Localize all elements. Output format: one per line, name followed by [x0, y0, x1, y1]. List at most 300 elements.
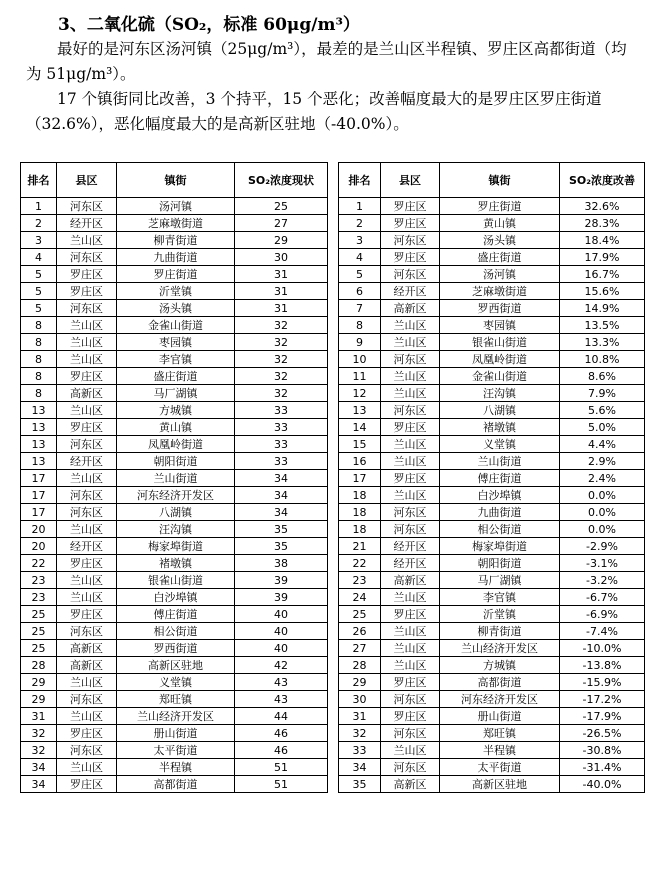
- rank-cell: 21: [339, 538, 381, 555]
- town-cell: 太平街道: [117, 742, 235, 759]
- table-row: [21, 504, 328, 521]
- value-cell: -15.9%: [560, 674, 645, 691]
- town-cell: 黄山镇: [117, 419, 235, 436]
- rank-cell: 31: [21, 708, 57, 725]
- value-cell: 51: [235, 759, 328, 776]
- town-cell: 方城镇: [117, 402, 235, 419]
- county-cell: 河东区: [57, 742, 117, 759]
- town-cell: 义堂镇: [440, 436, 560, 453]
- county-cell: 罗庄区: [381, 470, 440, 487]
- table-row: [339, 266, 645, 283]
- town-cell: 傅庄街道: [117, 606, 235, 623]
- table-row: [21, 606, 328, 623]
- county-cell: 河东区: [57, 300, 117, 317]
- value-cell: 40: [235, 640, 328, 657]
- rank-cell: 3: [21, 232, 57, 249]
- town-cell: 银雀山街道: [440, 334, 560, 351]
- rank-cell: 27: [339, 640, 381, 657]
- value-cell: 0.0%: [560, 504, 645, 521]
- rank-cell: 9: [339, 334, 381, 351]
- value-cell: 32: [235, 368, 328, 385]
- county-cell: 兰山区: [57, 572, 117, 589]
- town-cell: 罗西街道: [117, 640, 235, 657]
- value-cell: 32.6%: [560, 198, 645, 215]
- value-cell: 34: [235, 470, 328, 487]
- table-row: [21, 351, 328, 368]
- town-cell: 梅家埠街道: [117, 538, 235, 555]
- town-cell: 八湖镇: [117, 504, 235, 521]
- improvement-table-body: [339, 198, 645, 793]
- town-cell: 半程镇: [117, 759, 235, 776]
- town-cell: 李官镇: [440, 589, 560, 606]
- county-cell: 经开区: [381, 555, 440, 572]
- value-cell: 30: [235, 249, 328, 266]
- table-row: [339, 538, 645, 555]
- so2-improvement-ranking-table: [338, 162, 645, 793]
- table-row: [21, 317, 328, 334]
- town-cell: 柳青街道: [117, 232, 235, 249]
- rank-cell: 1: [21, 198, 57, 215]
- county-cell: 罗庄区: [57, 419, 117, 436]
- town-cell: 褚墩镇: [440, 419, 560, 436]
- table-row: [339, 776, 645, 793]
- town-cell: 沂堂镇: [117, 283, 235, 300]
- county-cell: 罗庄区: [381, 674, 440, 691]
- county-cell: 兰山区: [57, 708, 117, 725]
- county-cell: 经开区: [57, 215, 117, 232]
- rank-cell: 5: [21, 283, 57, 300]
- county-cell: 兰山区: [57, 521, 117, 538]
- county-cell: 河东区: [381, 725, 440, 742]
- value-cell: 42: [235, 657, 328, 674]
- town-cell: 兰山经济开发区: [440, 640, 560, 657]
- table-row: [339, 623, 645, 640]
- table-row: [339, 504, 645, 521]
- town-cell: 凤凰岭街道: [117, 436, 235, 453]
- county-cell: 高新区: [57, 657, 117, 674]
- rank-cell: 2: [21, 215, 57, 232]
- value-cell: 34: [235, 487, 328, 504]
- town-cell: 河东经济开发区: [440, 691, 560, 708]
- value-cell: 25: [235, 198, 328, 215]
- table-row: [339, 368, 645, 385]
- county-cell: 兰山区: [381, 589, 440, 606]
- town-cell: 册山街道: [117, 725, 235, 742]
- county-cell: 河东区: [57, 487, 117, 504]
- rank-cell: 22: [21, 555, 57, 572]
- county-cell: 罗庄区: [381, 215, 440, 232]
- county-cell: 兰山区: [381, 453, 440, 470]
- value-cell: -17.9%: [560, 708, 645, 725]
- rank-cell: 2: [339, 215, 381, 232]
- table-row: [21, 487, 328, 504]
- header-rank: 排名: [339, 163, 381, 198]
- county-cell: 兰山区: [57, 334, 117, 351]
- town-cell: 白沙埠镇: [117, 589, 235, 606]
- value-cell: 10.8%: [560, 351, 645, 368]
- table-row: [339, 487, 645, 504]
- table-row: [339, 691, 645, 708]
- table-row: [21, 198, 328, 215]
- county-cell: 罗庄区: [381, 606, 440, 623]
- rank-cell: 16: [339, 453, 381, 470]
- county-cell: 河东区: [57, 623, 117, 640]
- rank-cell: 11: [339, 368, 381, 385]
- value-cell: 43: [235, 691, 328, 708]
- rank-cell: 4: [339, 249, 381, 266]
- county-cell: 河东区: [57, 198, 117, 215]
- town-cell: 河东经济开发区: [117, 487, 235, 504]
- value-cell: 32: [235, 385, 328, 402]
- county-cell: 罗庄区: [381, 198, 440, 215]
- table-row: [339, 419, 645, 436]
- value-cell: 51: [235, 776, 328, 793]
- value-cell: 31: [235, 300, 328, 317]
- value-cell: 43: [235, 674, 328, 691]
- rank-cell: 13: [21, 436, 57, 453]
- table-row: [21, 657, 328, 674]
- value-cell: 40: [235, 606, 328, 623]
- table-row: [339, 640, 645, 657]
- town-cell: 相公街道: [117, 623, 235, 640]
- county-cell: 经开区: [381, 538, 440, 555]
- table-row: [21, 640, 328, 657]
- town-cell: 册山街道: [440, 708, 560, 725]
- rank-cell: 8: [339, 317, 381, 334]
- rank-cell: 1: [339, 198, 381, 215]
- rank-cell: 8: [21, 368, 57, 385]
- value-cell: 18.4%: [560, 232, 645, 249]
- town-cell: 半程镇: [440, 742, 560, 759]
- value-cell: 35: [235, 538, 328, 555]
- table-row: [21, 572, 328, 589]
- county-cell: 罗庄区: [57, 266, 117, 283]
- county-cell: 兰山区: [381, 657, 440, 674]
- county-cell: 罗庄区: [57, 555, 117, 572]
- town-cell: 罗西街道: [440, 300, 560, 317]
- rank-cell: 34: [21, 776, 57, 793]
- value-cell: 2.9%: [560, 453, 645, 470]
- table-row: [339, 742, 645, 759]
- table-row: [339, 589, 645, 606]
- value-cell: 28.3%: [560, 215, 645, 232]
- county-cell: 兰山区: [57, 351, 117, 368]
- county-cell: 罗庄区: [57, 368, 117, 385]
- rank-cell: 32: [339, 725, 381, 742]
- rank-cell: 26: [339, 623, 381, 640]
- rank-cell: 18: [339, 521, 381, 538]
- table-row: [21, 453, 328, 470]
- value-cell: 44: [235, 708, 328, 725]
- town-cell: 凤凰岭街道: [440, 351, 560, 368]
- town-cell: 芝麻墩街道: [440, 283, 560, 300]
- value-cell: 34: [235, 504, 328, 521]
- value-cell: 7.9%: [560, 385, 645, 402]
- table-row: [339, 606, 645, 623]
- rank-cell: 23: [21, 589, 57, 606]
- summary-paragraph-change: 17 个镇街同比改善，3 个持平，15 个恶化；改善幅度最大的是罗庄区罗庄街道（32.6%），恶化幅度最大的是高新区驻地（-40.0%）。: [26, 90, 602, 133]
- table-row: [21, 538, 328, 555]
- rank-cell: 18: [339, 487, 381, 504]
- rank-cell: 13: [21, 419, 57, 436]
- rank-cell: 31: [339, 708, 381, 725]
- town-cell: 枣园镇: [117, 334, 235, 351]
- town-cell: 汪沟镇: [440, 385, 560, 402]
- county-cell: 经开区: [57, 538, 117, 555]
- value-cell: 31: [235, 266, 328, 283]
- county-cell: 兰山区: [381, 385, 440, 402]
- value-cell: 38: [235, 555, 328, 572]
- value-cell: 33: [235, 436, 328, 453]
- table-row: [339, 249, 645, 266]
- value-cell: 5.0%: [560, 419, 645, 436]
- value-cell: 8.6%: [560, 368, 645, 385]
- rank-cell: 29: [21, 691, 57, 708]
- county-cell: 高新区: [381, 572, 440, 589]
- county-cell: 兰山区: [57, 759, 117, 776]
- town-cell: 柳青街道: [440, 623, 560, 640]
- table-row: [339, 283, 645, 300]
- rank-cell: 34: [21, 759, 57, 776]
- county-cell: 罗庄区: [57, 776, 117, 793]
- town-cell: 银雀山街道: [117, 572, 235, 589]
- table-row: [21, 385, 328, 402]
- table-row: [21, 232, 328, 249]
- rank-cell: 5: [21, 266, 57, 283]
- table-row: [21, 555, 328, 572]
- value-cell: -13.8%: [560, 657, 645, 674]
- value-cell: 40: [235, 623, 328, 640]
- table-row: [21, 725, 328, 742]
- value-cell: -2.9%: [560, 538, 645, 555]
- town-cell: 汤头镇: [117, 300, 235, 317]
- table-row: [339, 470, 645, 487]
- value-cell: 46: [235, 742, 328, 759]
- rank-cell: 8: [21, 385, 57, 402]
- value-cell: 2.4%: [560, 470, 645, 487]
- rank-cell: 13: [339, 402, 381, 419]
- table-row: [21, 589, 328, 606]
- header-so2-improvement: SO₂浓度改善: [560, 163, 645, 198]
- table-row: [339, 453, 645, 470]
- value-cell: 14.9%: [560, 300, 645, 317]
- table-row: [21, 334, 328, 351]
- county-cell: 兰山区: [381, 742, 440, 759]
- county-cell: 河东区: [381, 402, 440, 419]
- value-cell: 13.5%: [560, 317, 645, 334]
- table-row: [21, 300, 328, 317]
- header-rank: 排名: [21, 163, 57, 198]
- rank-cell: 17: [21, 504, 57, 521]
- rank-cell: 17: [21, 470, 57, 487]
- table-row: [339, 657, 645, 674]
- town-cell: 沂堂镇: [440, 606, 560, 623]
- county-cell: 河东区: [381, 691, 440, 708]
- table-row: [339, 572, 645, 589]
- county-cell: 兰山区: [57, 402, 117, 419]
- value-cell: 29: [235, 232, 328, 249]
- county-cell: 兰山区: [381, 436, 440, 453]
- town-cell: 兰山街道: [440, 453, 560, 470]
- table-row: [21, 742, 328, 759]
- rank-cell: 8: [21, 351, 57, 368]
- rank-cell: 23: [21, 572, 57, 589]
- header-county: 县区: [381, 163, 440, 198]
- table-row: [339, 436, 645, 453]
- value-cell: 13.3%: [560, 334, 645, 351]
- town-cell: 兰山街道: [117, 470, 235, 487]
- county-cell: 河东区: [381, 504, 440, 521]
- rank-cell: 25: [21, 606, 57, 623]
- town-cell: 汤河镇: [440, 266, 560, 283]
- summary-paragraph-best-worst: 最好的是河东区汤河镇（25μg/m³），最差的是兰山区半程镇、罗庄区高都街道（均为 51μg/m³）。: [26, 40, 627, 83]
- table-row: [21, 368, 328, 385]
- town-cell: 金雀山街道: [117, 317, 235, 334]
- rank-cell: 8: [21, 317, 57, 334]
- value-cell: 17.9%: [560, 249, 645, 266]
- town-cell: 汤河镇: [117, 198, 235, 215]
- county-cell: 经开区: [57, 453, 117, 470]
- rank-cell: 17: [21, 487, 57, 504]
- value-cell: 0.0%: [560, 487, 645, 504]
- value-cell: -31.4%: [560, 759, 645, 776]
- rank-cell: 12: [339, 385, 381, 402]
- town-cell: 朝阳街道: [117, 453, 235, 470]
- county-cell: 河东区: [381, 521, 440, 538]
- county-cell: 兰山区: [381, 623, 440, 640]
- value-cell: 39: [235, 589, 328, 606]
- rank-cell: 4: [21, 249, 57, 266]
- rank-cell: 29: [21, 674, 57, 691]
- table-row: [21, 283, 328, 300]
- town-cell: 盛庄街道: [117, 368, 235, 385]
- town-cell: 黄山镇: [440, 215, 560, 232]
- table-row: [21, 708, 328, 725]
- value-cell: 27: [235, 215, 328, 232]
- town-cell: 兰山经济开发区: [117, 708, 235, 725]
- county-cell: 罗庄区: [381, 419, 440, 436]
- county-cell: 兰山区: [57, 317, 117, 334]
- town-cell: 马厂湖镇: [117, 385, 235, 402]
- rank-cell: 30: [339, 691, 381, 708]
- table-row: [339, 385, 645, 402]
- county-cell: 罗庄区: [381, 249, 440, 266]
- town-cell: 枣园镇: [440, 317, 560, 334]
- county-cell: 兰山区: [381, 317, 440, 334]
- rank-cell: 35: [339, 776, 381, 793]
- table-header-row: [339, 163, 645, 198]
- table-row: [21, 521, 328, 538]
- table-row: [21, 419, 328, 436]
- value-cell: 33: [235, 402, 328, 419]
- rank-cell: 28: [339, 657, 381, 674]
- table-row: [21, 215, 328, 232]
- value-cell: -30.8%: [560, 742, 645, 759]
- table-row: [339, 759, 645, 776]
- rank-cell: 25: [339, 606, 381, 623]
- rank-cell: 8: [21, 334, 57, 351]
- town-cell: 梅家埠街道: [440, 538, 560, 555]
- value-cell: 39: [235, 572, 328, 589]
- rank-cell: 3: [339, 232, 381, 249]
- county-cell: 河东区: [381, 759, 440, 776]
- table-row: [339, 334, 645, 351]
- town-cell: 方城镇: [440, 657, 560, 674]
- county-cell: 河东区: [381, 232, 440, 249]
- rank-cell: 20: [21, 521, 57, 538]
- rank-cell: 14: [339, 419, 381, 436]
- county-cell: 兰山区: [57, 674, 117, 691]
- rank-cell: 17: [339, 470, 381, 487]
- county-cell: 高新区: [57, 640, 117, 657]
- town-cell: 傅庄街道: [440, 470, 560, 487]
- rank-cell: 20: [21, 538, 57, 555]
- rank-cell: 5: [21, 300, 57, 317]
- value-cell: 15.6%: [560, 283, 645, 300]
- table-row: [339, 725, 645, 742]
- county-cell: 河东区: [57, 436, 117, 453]
- header-town: 镇街: [117, 163, 235, 198]
- county-cell: 河东区: [381, 351, 440, 368]
- so2-concentration-ranking-table: [20, 162, 328, 793]
- rank-cell: 32: [21, 742, 57, 759]
- rank-cell: 25: [21, 640, 57, 657]
- county-cell: 高新区: [381, 300, 440, 317]
- county-cell: 罗庄区: [381, 708, 440, 725]
- county-cell: 兰山区: [381, 640, 440, 657]
- table-row: [339, 351, 645, 368]
- county-cell: 河东区: [57, 691, 117, 708]
- table-row: [339, 317, 645, 334]
- value-cell: 32: [235, 351, 328, 368]
- value-cell: 33: [235, 419, 328, 436]
- town-cell: 金雀山街道: [440, 368, 560, 385]
- value-cell: 32: [235, 317, 328, 334]
- table-row: [21, 674, 328, 691]
- rank-cell: 5: [339, 266, 381, 283]
- table-row: [21, 436, 328, 453]
- value-cell: -3.1%: [560, 555, 645, 572]
- town-cell: 高都街道: [440, 674, 560, 691]
- value-cell: -40.0%: [560, 776, 645, 793]
- value-cell: 33: [235, 453, 328, 470]
- town-cell: 相公街道: [440, 521, 560, 538]
- town-cell: 高新区驻地: [117, 657, 235, 674]
- rank-cell: 24: [339, 589, 381, 606]
- value-cell: -6.7%: [560, 589, 645, 606]
- town-cell: 郑旺镇: [440, 725, 560, 742]
- value-cell: -10.0%: [560, 640, 645, 657]
- value-cell: -17.2%: [560, 691, 645, 708]
- county-cell: 兰山区: [381, 368, 440, 385]
- county-cell: 河东区: [57, 249, 117, 266]
- table-row: [339, 674, 645, 691]
- town-cell: 盛庄街道: [440, 249, 560, 266]
- table-header-row: [21, 163, 328, 198]
- county-cell: 兰山区: [381, 334, 440, 351]
- rank-cell: 18: [339, 504, 381, 521]
- town-cell: 高新区驻地: [440, 776, 560, 793]
- value-cell: -6.9%: [560, 606, 645, 623]
- value-cell: 32: [235, 334, 328, 351]
- table-row: [21, 402, 328, 419]
- table-row: [21, 623, 328, 640]
- town-cell: 白沙埠镇: [440, 487, 560, 504]
- rank-cell: 34: [339, 759, 381, 776]
- table-row: [21, 266, 328, 283]
- rank-cell: 28: [21, 657, 57, 674]
- rank-cell: 25: [21, 623, 57, 640]
